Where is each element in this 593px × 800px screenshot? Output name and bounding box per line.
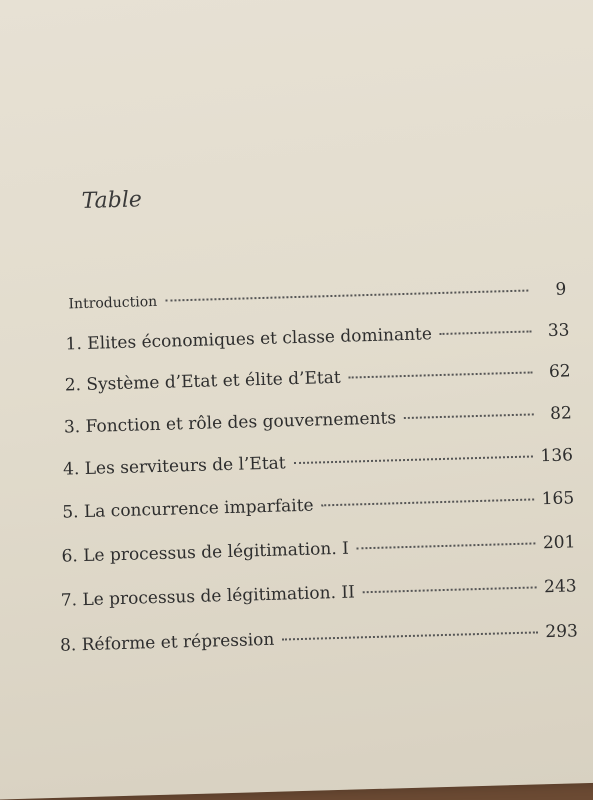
toc-entry-label: 4. Les serviteurs de l’Etat: [62, 453, 286, 480]
toc-entry-label: 6. Le processus de légitimation. I: [61, 538, 350, 567]
toc-leader-dots: [322, 498, 534, 506]
toc-leader-dots: [349, 371, 533, 378]
toc-leader-dots: [294, 455, 533, 464]
toc-entry-7: [61, 576, 577, 610]
toc-entry-label: 8. Réforme et répression: [59, 629, 275, 656]
toc-leader-dots: [357, 542, 535, 549]
toc-entry-page: 293: [545, 621, 579, 643]
toc-entry-label: 5. La concurrence imparfaite: [62, 495, 314, 523]
toc-entry-page: 33: [547, 320, 570, 341]
toc-entry-page: 82: [549, 403, 573, 424]
toc-leader-dots: [440, 330, 532, 335]
toc-entry-label: 3. Fonction et rôle des gouvernements: [63, 408, 397, 438]
toc-entry-label: 2. Système d’Etat et élite d’Etat: [64, 367, 341, 396]
toc-entry-8: [60, 621, 578, 655]
toc-entry-page: 136: [540, 445, 574, 467]
toc-entry-page: 165: [541, 488, 575, 510]
toc-entry-label: 1. Elites économiques et classe dominante: [65, 324, 433, 355]
toc-leader-dots: [404, 413, 534, 419]
page-title: Table: [81, 187, 143, 214]
toc-entry-label: Introduction: [68, 293, 158, 313]
toc-entry-3: [64, 403, 572, 437]
toc-entry-introduction: [68, 279, 566, 313]
toc-entry-2: [65, 361, 571, 395]
toc-entry-page: 9: [555, 279, 567, 300]
toc-entry-6: [61, 532, 575, 566]
toc-entry-page: 243: [543, 576, 577, 598]
toc-leader-dots: [165, 290, 528, 302]
toc-leader-dots: [363, 586, 536, 593]
toc-entry-page: 201: [542, 532, 576, 554]
toc-leader-dots: [282, 631, 537, 640]
toc-entry-5: [62, 488, 574, 522]
toc-entry-label: 7. Le processus de légitimation. II: [60, 582, 356, 611]
toc-entry-1: [65, 320, 569, 354]
toc-entry-4: [63, 445, 573, 479]
toc-entry-page: 62: [548, 361, 571, 382]
